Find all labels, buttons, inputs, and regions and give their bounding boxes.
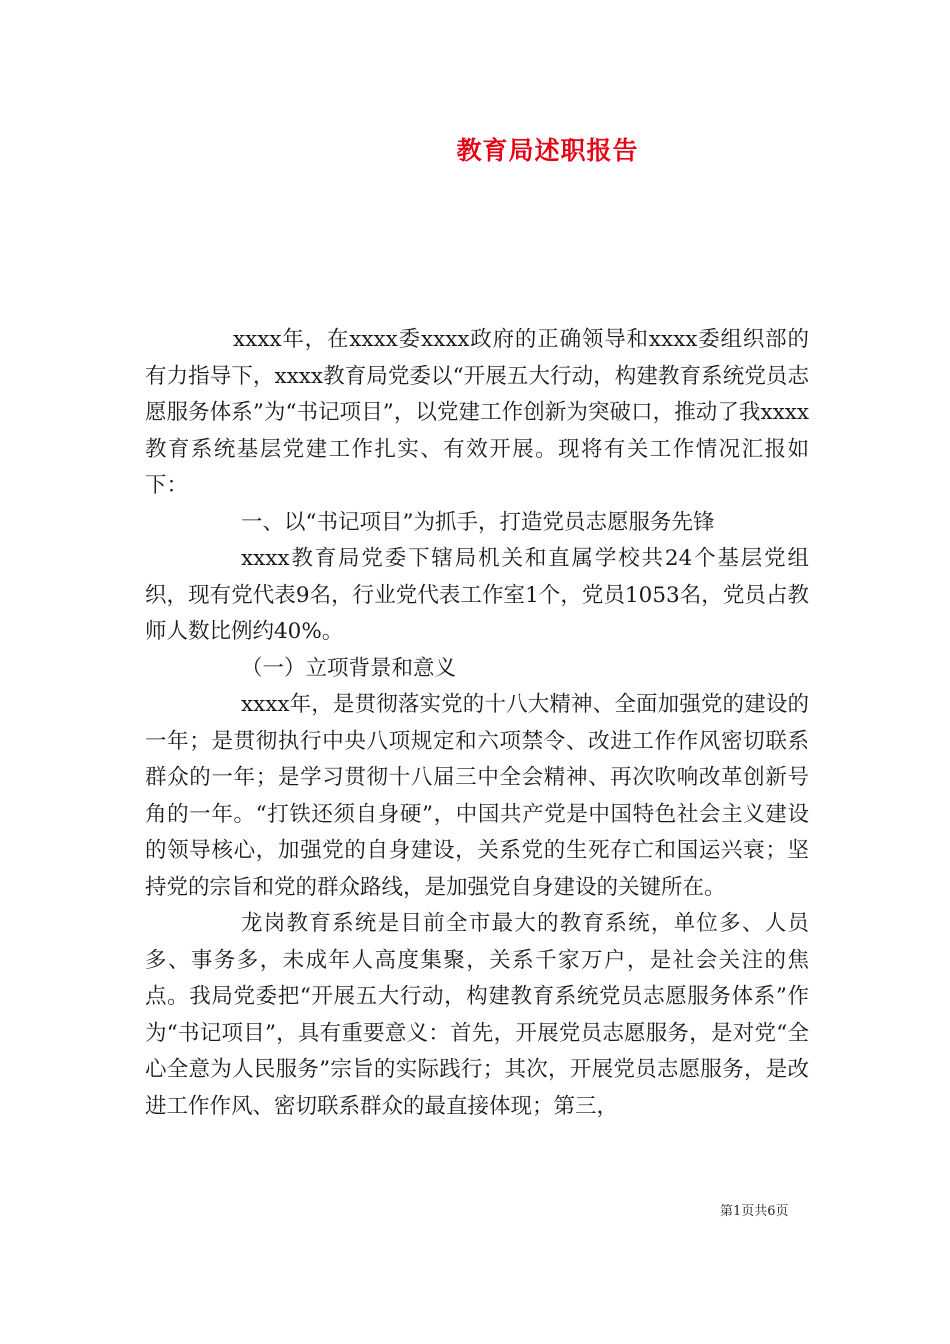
body-paragraph: xxxx教育局党委下辖局机关和直属学校共24个基层党组织，现有党代表9名，行业党代表工作室1个，党员1053名，党员占教师人数比例约40%。 [145, 546, 809, 644]
subsection-heading: （一）立项背景和意义 [241, 655, 457, 681]
intro-paragraph: xxxx年，在xxxx委xxxx政府的正确领导和xxxx委组织部的有力指导下，xxxx教育局党委以“开展五大行动，构建教育系统党员志愿服务体系”为“书记项目”，以党建工作创新为突破口，推动了我xxxx教育系统基层党建工作扎实、有效开展。现将有关工作情况汇报如下： [145, 327, 809, 498]
body-paragraph: 龙岗教育系统是目前全市最大的教育系统，单位多、人员多、事务多，未成年人高度集聚，关系千家万户，是社会关注的焦点。我局党委把“开展五大行动，构建教育系统党员志愿服务体系”作为“书记项目”，具有重要意义：首先，开展党员志愿服务，是对党“全心全意为人民服务”宗旨的实际践行；其次，开展党员志愿服务，是改进工作作风、密切联系群众的最直接体现；第三， [145, 911, 809, 1119]
document-body [145, 322, 809, 1125]
body-paragraph: xxxx年，是贯彻落实党的十八大精神、全面加强党的建设的一年；是贯彻执行中央八项规定和六项禁令、改进工作作风密切联系群众的一年；是学习贯彻十八届三中全会精神、再次吹响改革创新号角的一年。“打铁还须自身硬”，中国共产党是中国特色社会主义建设的领导核心，加强党的自身建设，关系党的生死存亡和国运兴衰；坚持党的宗旨和党的群众路线，是加强党自身建设的关键所在。 [145, 692, 809, 900]
section-heading: 一、以“书记项目”为抓手，打造党员志愿服务先锋 [241, 509, 715, 535]
document-title: 教育局述职报告 [456, 136, 639, 165]
page-number-footer: 第1页共6页 [720, 1204, 789, 1219]
